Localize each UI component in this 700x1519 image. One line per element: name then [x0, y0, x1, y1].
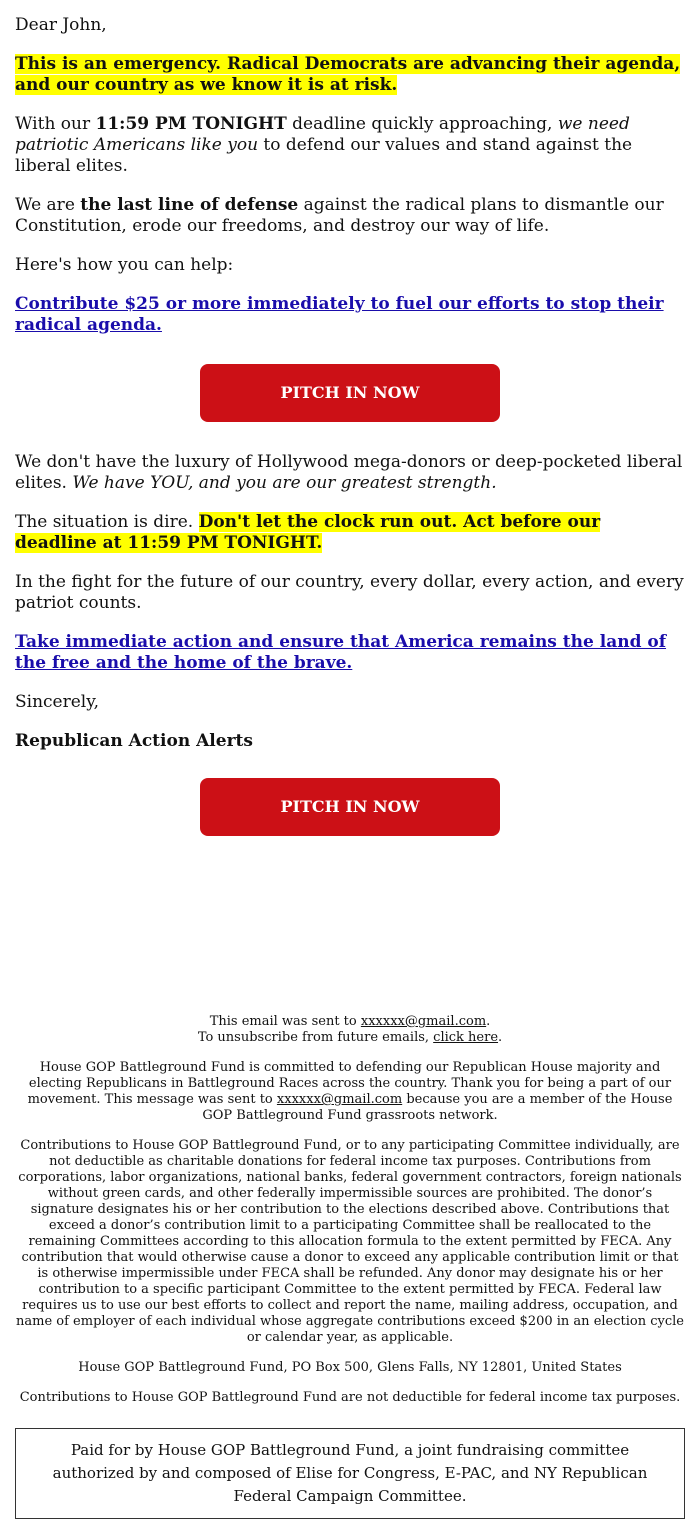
patriotic-emphasis: we need patriotic Americans like you [15, 114, 630, 155]
greatest-strength-italic: We have YOU, and you are our greatest strength. [72, 473, 497, 493]
text: To unsubscribe from future emails, [197, 1030, 434, 1045]
text: We are [15, 195, 81, 215]
deadline-time: 11:59 PM TONIGHT [95, 114, 287, 134]
text: to defend our values and stand against the liberal elites. [15, 135, 633, 176]
button-row-2 [15, 778, 685, 836]
fight-paragraph: In the fight for the future of our country, every dollar, every action, and every patriot counts. [15, 572, 684, 613]
button-row-1 [15, 364, 685, 422]
about-email-link[interactable]: xxxxxx@gmail.com [276, 1092, 403, 1107]
footer [15, 1014, 685, 1406]
legal-disclaimer: Contributions to House GOP Battleground Fund, or to any participating Committee individually, are not deductible as charitable donations for federal income tax purposes. Contributions from corporations, labor organizations, national banks, federal government contractors, foreign nationals without green cards, and other federally impermissible sources are prohibited. The donor’s signature designates his or her contribution to the elections described above. Contributions that exceed a donor’s contribution limit to a participating Committee shall be reallocated to the remaining Committees according to this allocation formula to the extent permitted by FECA. Any contribution that would otherwise cause a donor to exceed any applicable contribution limit or that is otherwise impermissible under FECA shall be refunded. Any donor may designate his or her contribution to a specific participant Committee to the extent permitted by FECA. Federal law requires us to use our best efforts to collect and report the name, mailing address, occupation, and name of employer of each individual whose aggregate contributions exceed $200 in an election cycle or calendar year, as applicable. [16, 1138, 684, 1345]
closing: Sincerely, [15, 692, 99, 712]
signature: Republican Action Alerts [15, 731, 253, 751]
emergency-highlight: This is an emergency. Radical Democrats are advancing their agenda, and our country as we know it is at risk. [15, 54, 681, 95]
deadline-paragraph [15, 114, 685, 177]
text: because you are a member of the House GOP Battleground Fund grassroots network. [202, 1092, 673, 1123]
contribute-link[interactable]: Contribute $25 or more immediately to fuel our efforts to stop their radical agenda. [15, 294, 664, 335]
paid-for-text: Paid for by House GOP Battleground Fund, a joint fundraising committee authorized by and composed of Elise for Congress, E-PAC, and NY Republican Federal Campaign Committee. [52, 1441, 648, 1505]
mailing-address: House GOP Battleground Fund, PO Box 500, Glens Falls, NY 12801, United States [78, 1360, 622, 1375]
text: . [486, 1014, 491, 1029]
pitch-in-now-button[interactable]: PITCH IN NOW [200, 364, 500, 422]
spacer [15, 866, 685, 1014]
text: We don't have the luxury of Hollywood mega-donors or deep-pocketed liberal elites. [15, 452, 683, 493]
text: deadline quickly approaching, [286, 114, 558, 134]
text: House GOP Battleground Fund is committed to defending our Republican House majority and electing Republicans in Battleground Races across the country. Thank you for being a part of our movement. This message was sent to [27, 1060, 672, 1107]
emergency-paragraph [15, 54, 685, 96]
defense-paragraph [15, 195, 685, 237]
help-intro: Here's how you can help: [15, 255, 234, 275]
text: With our [15, 114, 96, 134]
about-paragraph [15, 1060, 685, 1124]
action-link-paragraph [15, 632, 685, 674]
greeting: Dear John, [15, 15, 107, 35]
sent-to-block [15, 1014, 685, 1046]
text: The situation is dire. [15, 512, 199, 532]
paid-for-box [15, 1428, 685, 1519]
tax-note: Contributions to House GOP Battleground Fund are not deductible for federal income tax purposes. [19, 1390, 681, 1405]
text: This email was sent to [209, 1014, 361, 1029]
text: . [498, 1030, 503, 1045]
donors-paragraph [15, 452, 685, 494]
pitch-in-now-button-2[interactable]: PITCH IN NOW [200, 778, 500, 836]
clock-highlight: Don't let the clock run out. Act before our deadline at 11:59 PM TONIGHT. [15, 512, 601, 553]
sent-email-link[interactable]: xxxxxx@gmail.com [360, 1014, 487, 1029]
last-line-bold: the last line of defense [80, 195, 299, 215]
unsubscribe-link[interactable]: click here [433, 1030, 499, 1045]
contribute-link-paragraph [15, 294, 685, 336]
take-action-link[interactable]: Take immediate action and ensure that America remains the land of the free and the home of the brave. [15, 632, 667, 673]
dire-paragraph [15, 512, 685, 554]
text: against the radical plans to dismantle our Constitution, erode our freedoms, and destroy our way of life. [15, 195, 664, 236]
